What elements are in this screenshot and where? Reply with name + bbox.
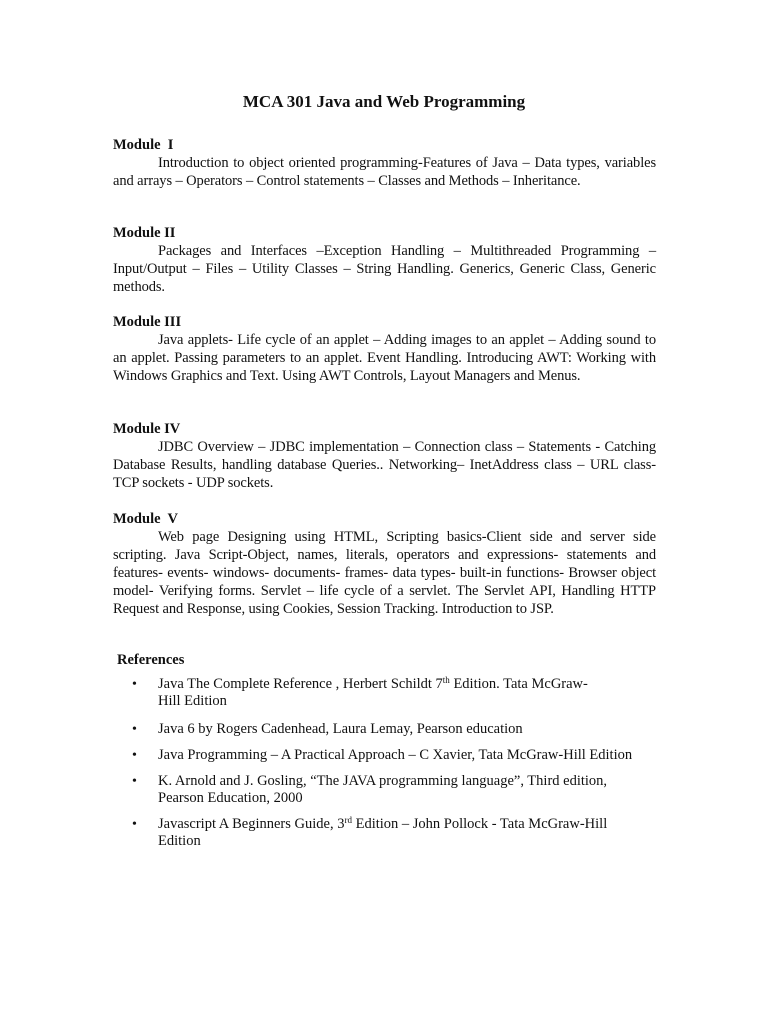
module-heading: Module V <box>113 511 178 527</box>
module-body: Web page Designing using HTML, Scripting basics-Client side and server side scripting. Java Script-Object, names, literals, operators and expressions- statements and features- events- windows- documents- frames- data types- built-in functions- Browser object model- Verifying forms. Servlet – life cycle of a servlet. The Servlet API, Handling HTTP Request and Response, using Cookies, Session Tracking. Introduction to JSP. <box>113 529 656 617</box>
bullet-icon: • <box>132 817 137 832</box>
references-heading: References <box>117 652 185 668</box>
references-section <box>117 651 657 849</box>
module-1 <box>113 136 656 190</box>
module-body: JDBC Overview – JDBC implementation – Connection class – Statements - Catching Database Results, handling database Queries.. Networking– InetAddress class – URL class- TCP sockets - UDP sockets. <box>113 439 656 491</box>
reference-text: Java Programming – A Practical Approach – C Xavier, Tata McGraw-Hill Edition <box>158 747 633 763</box>
module-body: Packages and Interfaces –Exception Handling – Multithreaded Programming – Input/Output – Files – Utility Classes – String Handling. Generics, Generic Class, Generic methods. <box>113 243 656 295</box>
module-heading: Module IV <box>113 421 181 437</box>
module-2 <box>113 224 656 296</box>
reference-text: Java The Complete Reference , Herbert Schildt 7th Edition. Tata McGraw- Hill Edition <box>158 675 588 709</box>
module-3 <box>113 313 656 385</box>
bullet-icon: • <box>132 774 137 789</box>
reference-text: Javascript A Beginners Guide, 3rd Edition – John Pollock - Tata McGraw-Hill Edition <box>158 815 608 849</box>
module-body: Introduction to object oriented programming-Features of Java – Data types, variables and arrays – Operators – Control statements – Classes and Methods – Inheritance. <box>113 155 656 189</box>
module-heading: Module III <box>113 314 182 330</box>
reference-text: K. Arnold and J. Gosling, “The JAVA programming language”, Third edition, Pearson Education, 2000 <box>158 773 608 806</box>
module-heading: Module II <box>113 225 176 241</box>
module-body: Java applets- Life cycle of an applet – Adding images to an applet – Adding sound to an applet. Passing parameters to an applet. Event Handling. Introducing AWT: Working with Windows Graphics and Text. Using AWT Controls, Layout Managers and Menus. <box>113 332 656 384</box>
module-4 <box>113 420 656 492</box>
page-title: MCA 301 Java and Web Programming <box>242 92 526 111</box>
bullet-icon: • <box>132 677 137 692</box>
module-heading: Module I <box>113 137 174 153</box>
module-5 <box>113 510 656 618</box>
bullet-icon: • <box>132 748 137 763</box>
bullet-icon: • <box>132 722 137 737</box>
reference-text: Java 6 by Rogers Cadenhead, Laura Lemay, Pearson education <box>158 721 523 737</box>
